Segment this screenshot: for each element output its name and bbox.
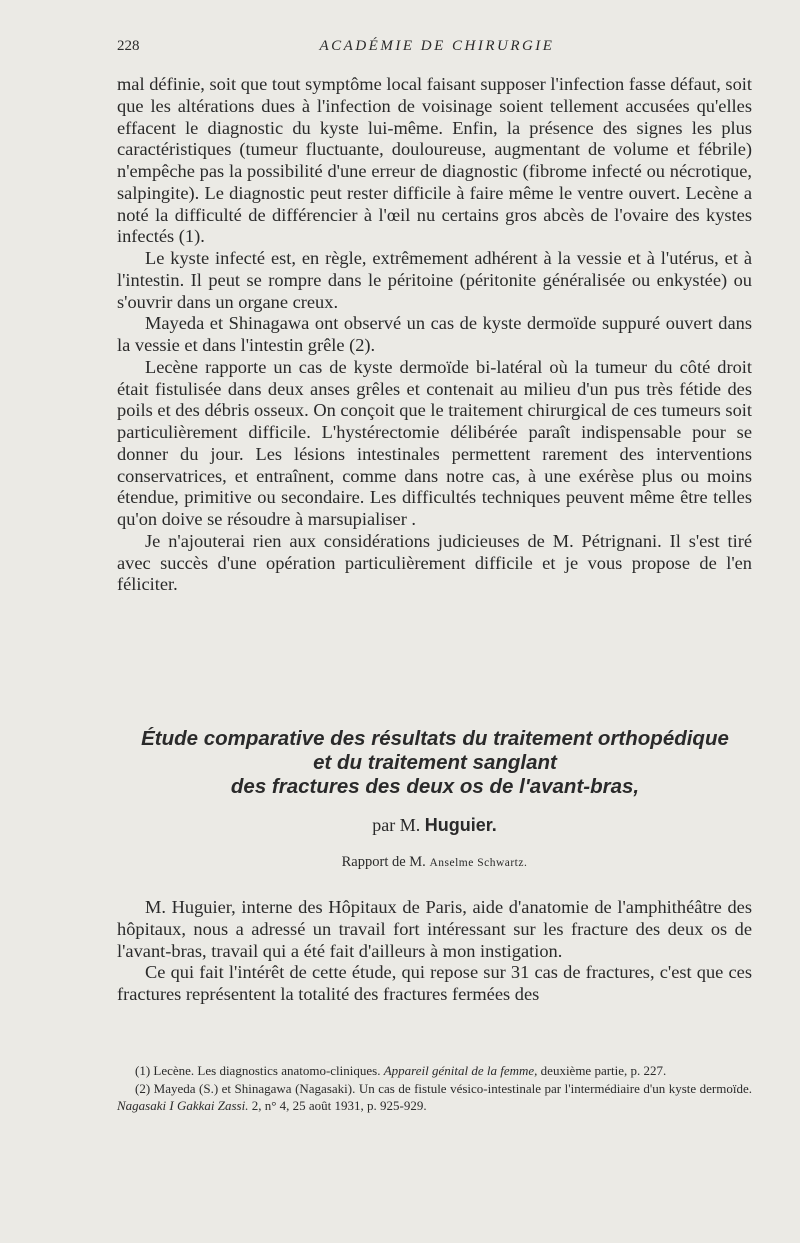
byline-prefix: par M. [372, 815, 421, 835]
byline [117, 815, 752, 836]
title-line: Étude comparative des résultats du traitement orthopédique [141, 727, 729, 750]
page-number: 228 [117, 38, 140, 54]
footnotes [117, 1062, 752, 1115]
report-line [117, 854, 752, 871]
footnote-text: deuxième partie, p. 227. [540, 1063, 667, 1078]
footnote-text: (1) Lecène. Les diagnostics anatomo-cliniques. [135, 1063, 381, 1078]
title-line: des fractures des deux os de l'avant-bras, [230, 775, 640, 798]
footnote [117, 1062, 752, 1080]
journal-title: ACADÉMIE DE CHIRURGIE [319, 38, 555, 54]
report-prefix: Rapport de M. [341, 854, 426, 870]
footnote-source: Appareil génital de la femme, [383, 1063, 538, 1078]
paragraph: Le kyste infecté est, en règle, extrêmement adhérent à la vessie et à l'utérus, et à l'intestin. Il peut se rompre dans le péritoine (péritonite généralisée ou enkystée) ou s'ouvrir dans un organe creux. [117, 248, 752, 312]
running-header [117, 38, 757, 58]
article-title [110, 727, 760, 799]
title-line: et du traitement sanglant [313, 751, 557, 774]
footnote-text: (2) Mayeda (S.) et Shinagawa (Nagasaki). Un cas de fistule vésico-intestinale par l'intermédiaire d'un kyste dermoïde. [135, 1080, 752, 1096]
author-name: Huguier. [424, 815, 497, 835]
paragraph: Ce qui fait l'intérêt de cette étude, qui repose sur 31 cas de fractures, c'est que ces fractures représentent la totalité des fractures fermées des [117, 962, 752, 1004]
paragraph: Lecène rapporte un cas de kyste dermoïde bi-latéral où la tumeur du côté droit était fistulisée dans deux anses grêles et contenait au milieu d'un pus très fétide des poils et des débris osseux. On conçoit que le traitement chirurgical de ces tumeurs soit particulièrement difficile. L'hystérectomie délibérée paraît indispensable pour se donner du jour. Les lésions intestinales permettent rarement des interventions conservatrices, et entraînent, comme dans notre cas, à une exérèse plus ou moins étendue, primitive ou secondaire. Les difficultés techniques peuvent même être telles qu'on doive se résoudre à marsupialiser . [117, 356, 752, 529]
body-text-top [117, 74, 752, 596]
paragraph: Je n'ajouterai rien aux considérations judicieuses de M. Pétrignani. Il s'est tiré avec succès d'une opération particulièrement difficile et je vous propose de l'en féliciter. [117, 530, 752, 595]
paragraph: M. Huguier, interne des Hôpitaux de Paris, aide d'anatomie de l'amphithéâtre des hôpitaux, nous a adressé un travail fort intéressant sur les fracture des deux os de l'avant-bras, travail qui a été fait d'ailleurs à mon instigation. [117, 897, 752, 961]
footnote-text: 2, n° 4, 25 août 1931, p. 925-929. [251, 1098, 427, 1113]
footnote [117, 1080, 752, 1115]
paragraph: mal définie, soit que tout symptôme local faisant supposer l'infection fasse défaut, soit que les altérations dues à l'infection de voisinage soient tellement accusées qu'elles effacent le diagnostic du kyste lui-même. Enfin, la présence des signes les plus caractéristiques (tumeur fluctuante, douloureuse, augmentant de volume et fébrile) n'empêche pas la possibilité d'une erreur de diagnostic (fibrome infecté ou nécrotique, salpingite). Le diagnostic peut rester difficile à faire même le ventre ouvert. Lecène a noté la difficulté de différencier à l'œil nu certains gros abcès de l'ovaire des kystes infectés (1). [117, 74, 752, 247]
footnote-source: Nagasaki I Gakkai Zassi. [117, 1098, 249, 1113]
reporter-name: Anselme Schwartz. [429, 857, 528, 869]
paragraph: Mayeda et Shinagawa ont observé un cas de kyste dermoïde suppuré ouvert dans la vessie et dans l'intestin grêle (2). [117, 313, 752, 355]
body-text-bottom [117, 897, 752, 1006]
